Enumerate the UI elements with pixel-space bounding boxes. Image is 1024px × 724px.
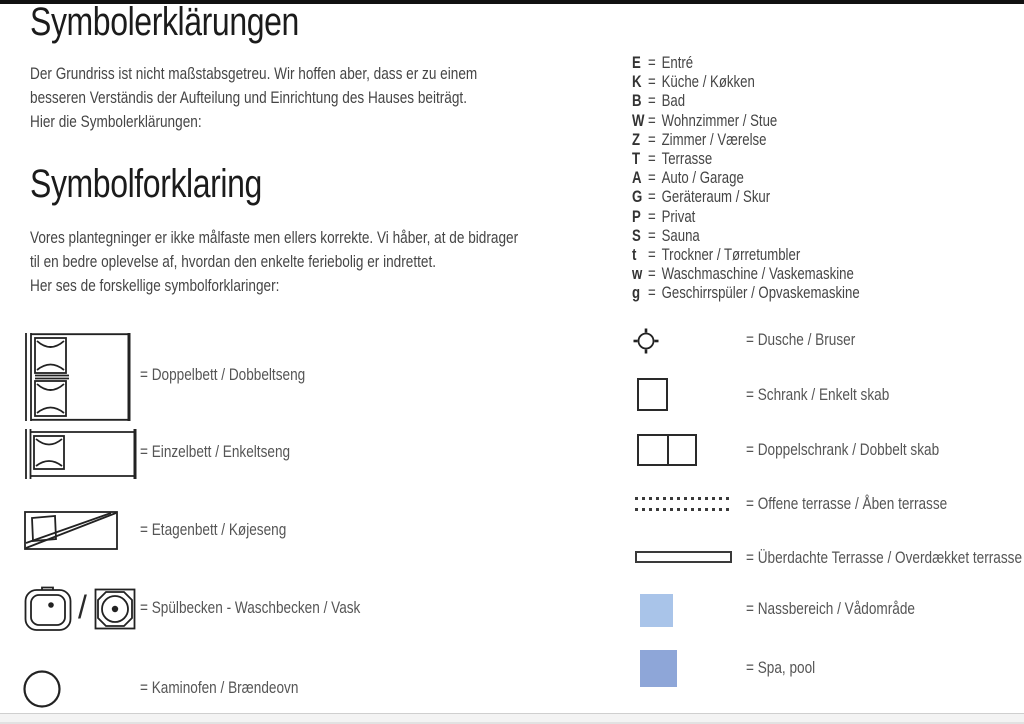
intro-de-line-2: besseren Verständis der Aufteilung und Einrichtung des Hauses beiträgt. xyxy=(30,88,467,107)
single-wardrobe-label: = Schrank / Enkelt skab xyxy=(746,385,890,404)
page-title-danish xyxy=(30,162,320,206)
page-title-german-text: Symbolerklärungen xyxy=(30,0,299,44)
abbreviation-row: E = Entré xyxy=(632,54,694,72)
double-wardrobe-icon xyxy=(637,434,697,466)
open-terrace-icon xyxy=(635,497,731,511)
single-wardrobe-icon xyxy=(637,378,668,411)
washbasin-icon xyxy=(94,588,136,630)
spa-pool-swatch xyxy=(640,650,677,687)
intro-da-line-3: Her ses de forskellige symbolforklaringer: xyxy=(30,276,280,295)
wood-stove-label: = Kaminofen / Brændeovn xyxy=(140,678,299,697)
kitchen-sink-icon xyxy=(24,586,72,632)
covered-terrace-icon xyxy=(635,551,732,563)
single-bed-icon xyxy=(24,429,139,479)
abbreviation-row: S = Sauna xyxy=(632,226,700,245)
abbreviation-row: P = Privat xyxy=(632,207,696,226)
abbreviation-row: W = Wohnzimmer / Stue xyxy=(632,111,778,130)
intro-de-line-3: Hier die Symbolerklärungen: xyxy=(30,112,202,131)
intro-paragraph-danish xyxy=(30,226,640,298)
intro-da-line-1: Vores plantegninger er ikke målfaste men ellers korrekte. Vi håber, at de bidrager xyxy=(30,228,519,247)
double-wardrobe-label: = Doppelschrank / Dobbelt skab xyxy=(746,440,940,459)
shower-label: = Dusche / Bruser xyxy=(746,330,856,349)
shower-icon xyxy=(632,327,660,355)
abbreviation-row: w = Waschmaschine / Vaskemaskine xyxy=(632,265,854,284)
abbreviation-row: G = Geräteraum / Skur xyxy=(632,188,771,207)
abbreviation-row: K = Küche / Køkken xyxy=(632,73,755,92)
abbreviation-row: t = Trockner / Tørretumbler xyxy=(632,245,801,264)
abbreviation-row: Z = Zimmer / Værelse xyxy=(632,130,767,149)
open-terrace-label: = Offene terrasse / Åben terrasse xyxy=(746,494,948,513)
covered-terrace-label: = Überdachte Terrasse / Overdækket terrasse xyxy=(746,548,1023,567)
double-bed-icon xyxy=(24,333,134,421)
page-title-danish-text: Symbolforklaring xyxy=(30,162,262,206)
bunk-bed-label: = Etagenbett / Køjeseng xyxy=(140,520,287,539)
intro-paragraph-german xyxy=(30,62,589,134)
intro-da-line-2: til en bedre oplevelse af, hvordan den enkelte feriebolig er indrettet. xyxy=(30,252,436,271)
page-title-german xyxy=(30,0,366,44)
wet-area-swatch xyxy=(640,594,673,627)
spa-pool-label: = Spa, pool xyxy=(746,658,816,677)
bunk-bed-icon xyxy=(24,511,119,551)
abbreviation-row: g = Geschirrspüler / Opvaskemaskine xyxy=(632,284,860,303)
abbreviation-row: T = Terrasse xyxy=(632,149,713,168)
sink-washbasin-label: = Spülbecken - Waschbecken / Vask xyxy=(140,598,361,617)
slash-separator: / xyxy=(78,589,87,625)
abbreviation-row: A = Auto / Garage xyxy=(632,169,744,188)
bottom-border-bar xyxy=(0,713,1024,724)
intro-de-line-1: Der Grundriss ist nicht maßstabsgetreu. Wir hoffen aber, dass er zu einem xyxy=(30,64,478,83)
single-bed-label: = Einzelbett / Enkeltseng xyxy=(140,442,291,461)
abbreviation-list xyxy=(632,54,917,303)
wet-area-label: = Nassbereich / Vådområde xyxy=(746,599,915,618)
wood-stove-icon xyxy=(22,669,62,709)
double-bed-label: = Doppelbett / Dobbeltseng xyxy=(140,365,306,384)
abbreviation-row: B = Bad xyxy=(632,92,686,111)
